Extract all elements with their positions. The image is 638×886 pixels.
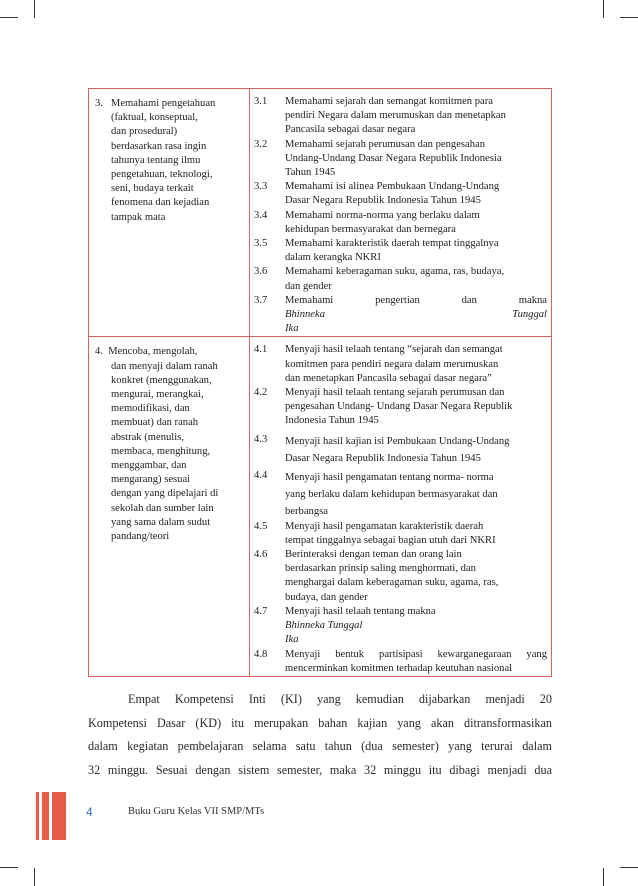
basic-competency-cell — [250, 89, 552, 337]
kd-item: 3.2 Memahami sejarah perumusan dan pengesahan Undang-Undang Dasar Negara Republik Indonesia Tahun 1945 — [254, 138, 547, 181]
footer-accent-bar — [52, 792, 66, 840]
ki-line: menggambar, dan — [111, 460, 187, 472]
crop-mark — [0, 17, 18, 18]
ki-number: 4. — [95, 346, 103, 358]
paragraph-line: dalam kegiatan pembelajaran selama satu tahun (dua semester) yang terurai dalam — [88, 739, 552, 753]
kd-item: 3.4 Memahami norma-norma yang berlaku dalam kehidupan bermasyarakat dan bernegara — [254, 209, 547, 237]
kd-number: 4.6 — [254, 549, 268, 561]
kd-number: 3.5 — [254, 238, 268, 250]
kd-item: 4.5 Menyaji hasil pengamatan karakteristik daerah tempat tinggalnya sebagai bagian utuh dari NKRI — [254, 520, 547, 548]
kd-item: 3.7 Memahami pengertian dan makna Bhinneka Tunggal Ika — [254, 294, 547, 337]
ki-line: membaca, menghitung, — [111, 445, 211, 457]
kd-number: 4.3 — [254, 433, 268, 445]
footer-accent-bar — [42, 792, 49, 840]
kd-number: 4.4 — [254, 469, 268, 481]
ki-number: 3. — [95, 98, 103, 109]
crop-mark — [620, 17, 638, 18]
kd-number: 4.1 — [254, 344, 268, 356]
kd-item: 4.2 Menyaji hasil telaah tentang sejarah perumusan dan pengesahan Undang- Undang Dasar Negara Republik Indonesia Tahun 1945 — [254, 386, 547, 429]
kd-number: 4.5 — [254, 520, 268, 532]
kd-item: 4.7 Menyaji hasil telaah tentang makna Bhinneka Tunggal Ika — [254, 605, 547, 648]
kd-number: 3.3 — [254, 181, 268, 193]
crop-mark — [620, 867, 638, 868]
kd-item: 4.3 Menyaji hasil kajian isi Pembukaan Undang-Undang Dasar Negara Republik Indonesia Tahun 1945 — [254, 433, 547, 467]
ki-line: konkret (menggunakan, — [111, 374, 212, 386]
kd-item: 4.1 Menyaji hasil telaah tentang “sejarah dan semangat komitmen para pendiri negara dalam merumuskan dan menetapkan Pancasila sebagai dasar negara” — [254, 343, 547, 386]
crop-mark — [603, 868, 604, 886]
core-competency-cell — [89, 89, 250, 337]
competency-table — [88, 88, 552, 677]
kd-number: 3.7 — [254, 294, 268, 306]
kd-number: 3.6 — [254, 266, 268, 278]
ki-line: berdasarkan rasa ingin — [111, 140, 207, 152]
crop-mark — [34, 868, 35, 886]
ki-line: fenomena dan kejadian — [111, 197, 210, 209]
ki-line: tampak mata — [111, 211, 166, 223]
kd-item: 3.5 Memahami karakteristik daerah tempat tinggalnya dalam kerangka NKRI — [254, 237, 547, 265]
kd-number: 3.4 — [254, 209, 268, 221]
ki-line: dan prosedural) — [111, 126, 178, 138]
ki-line: memodifikasi, dan — [111, 403, 190, 415]
ki-line: mengarang) sesuai — [111, 474, 191, 486]
ki-line: pengetahuan, teknologi, — [111, 169, 213, 181]
table-row — [89, 89, 552, 337]
ki-line: yang sama dalam sudut — [111, 516, 211, 528]
ki-line: 3. Memahami pengetahuan — [95, 98, 216, 109]
crop-mark — [34, 0, 35, 18]
kd-item: 3.3 Memahami isi alinea Pembukaan Undang-Undang Dasar Negara Republik Indonesia Tahun 1945 — [254, 180, 547, 208]
basic-competency-cell — [250, 337, 552, 676]
paragraph-line: 32 minggu. Sesuai dengan sistem semester, maka 32 minggu itu dibagi menjadi dua — [88, 762, 552, 777]
footer-book-title: Buku Guru Kelas VII SMP/MTs — [128, 806, 265, 817]
kd-item: 4.4 Menyaji hasil pengamatan tentang norma- norma yang berlaku dalam kehidupan bermasyarakat dan berbangsa — [254, 469, 547, 520]
kd-item: 4.6 Berinteraksi dengan teman dan orang lain berdasarkan prinsip saling menghormati, dan menghargai dalam keberagaman suku, agama, ras, budaya, dan gender — [254, 548, 547, 605]
italic-term: Bhinneka Tunggal — [285, 309, 547, 321]
kd-number: 3.2 — [254, 138, 268, 150]
italic-term: Ika — [285, 634, 299, 646]
italic-term: Bhinneka Tunggal — [285, 620, 363, 632]
kd-item: 4.8 Menyaji bentuk partisipasi kewarganegaraan yang mencerminkan komitmen terhadap keutuhan nasional — [254, 648, 547, 676]
page-number: 4 — [86, 805, 93, 819]
ki-line: seni, budaya terkait — [111, 183, 194, 195]
paragraph-line: Empat Kompetensi Inti (KI) yang kemudian dijabarkan menjadi 20 — [128, 692, 552, 706]
paragraph-line: Kompetensi Dasar (KD) itu merupakan bahan kajian yang akan ditransformasikan — [88, 715, 552, 730]
ki-line: pandang/teori — [111, 531, 170, 543]
ki-line: dengan yang dipelajari di — [111, 488, 219, 500]
ki-line: sekolah dan sumber lain — [111, 502, 214, 514]
kd-number: 4.8 — [254, 648, 268, 660]
kd-number: 3.1 — [254, 96, 268, 107]
body-paragraph — [88, 688, 552, 782]
kd-number: 4.2 — [254, 387, 268, 399]
ki-line: abstrak (menulis, — [111, 431, 184, 443]
ki-line: dan menyaji dalam ranah — [111, 360, 218, 372]
kd-item: 3.6 Memahami keberagaman suku, agama, ras, budaya, dan gender — [254, 265, 547, 293]
ki-line: 4. Mencoba, mengolah, — [95, 346, 198, 358]
kd-number: 4.7 — [254, 605, 268, 617]
ki-line: tahunya tentang ilmu — [111, 154, 201, 166]
crop-mark — [0, 867, 18, 868]
table-row — [89, 337, 552, 676]
ki-line: membuat) dan ranah — [111, 417, 199, 429]
kd-item: 3.1 Memahami sejarah dan semangat komitmen para pendiri Negara dalam merumuskan dan menetapkan Pancasila sebagai dasar negara — [254, 95, 547, 138]
crop-mark — [603, 0, 604, 18]
footer-accent-bar — [36, 792, 39, 840]
ki-line: mengurai, merangkai, — [111, 389, 204, 401]
core-competency-cell — [89, 337, 250, 676]
ki-line: (faktual, konseptual, — [111, 112, 198, 124]
italic-term: Ika — [285, 323, 299, 335]
